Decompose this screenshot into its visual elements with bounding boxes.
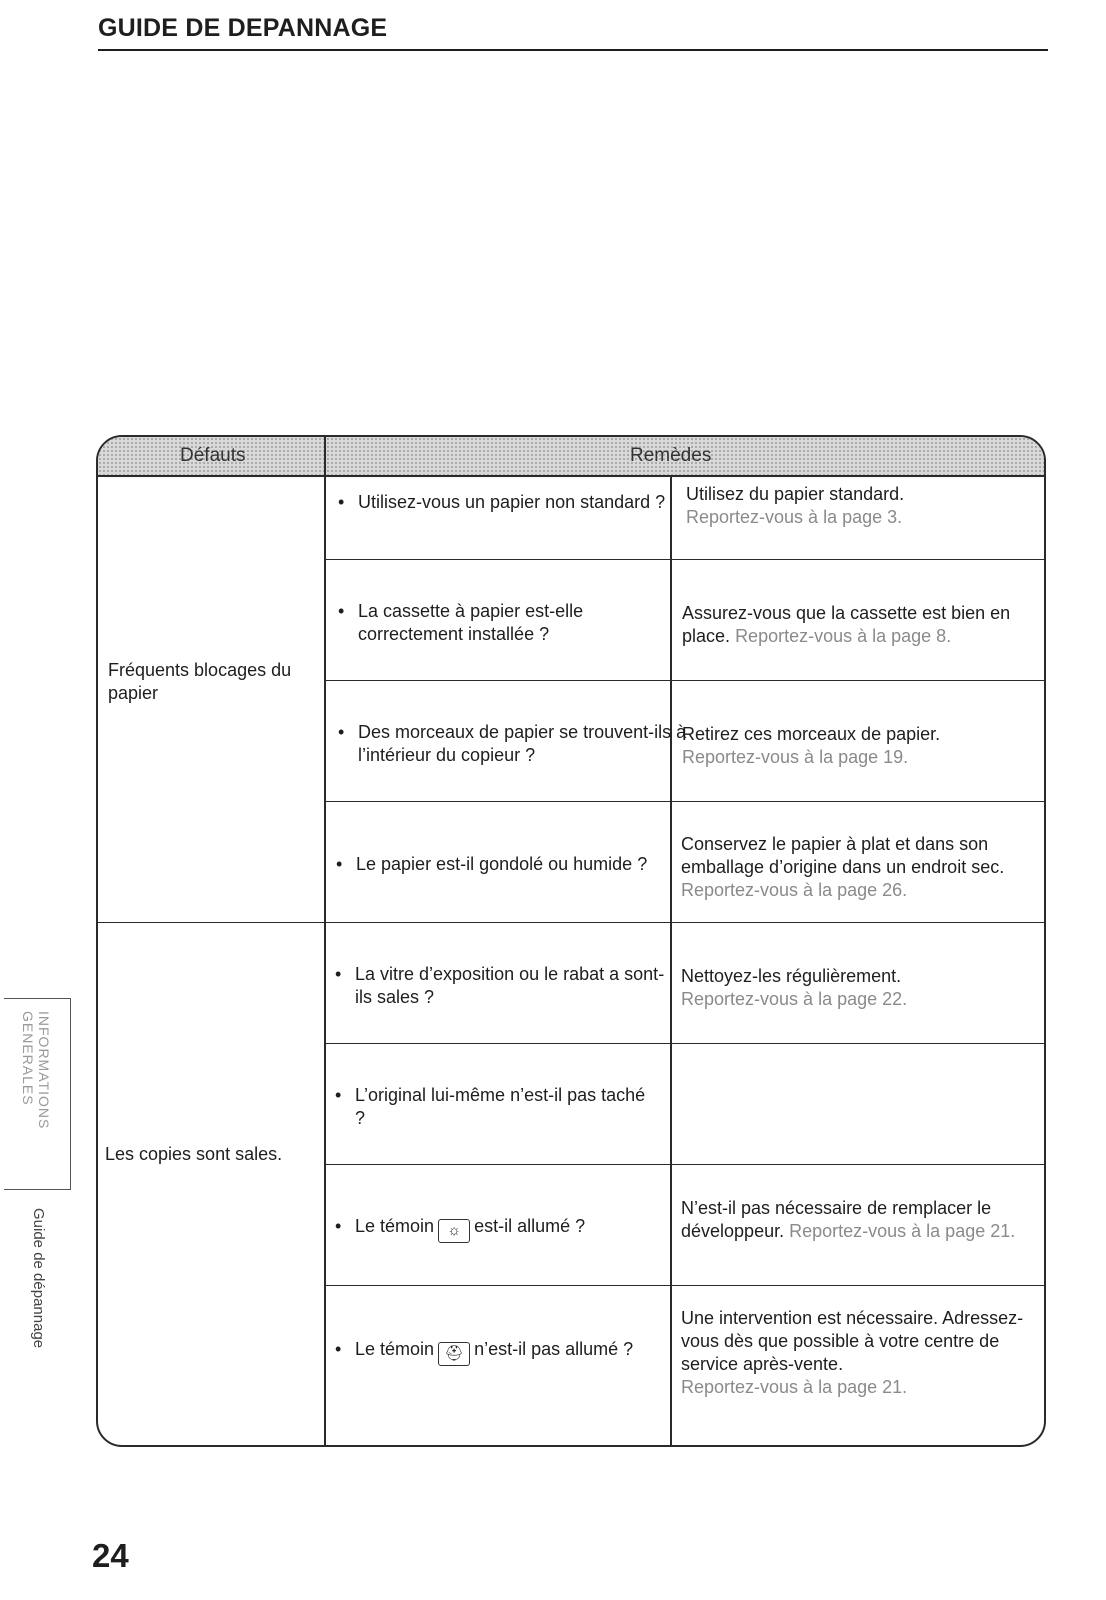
- row-divider: [324, 1043, 1046, 1044]
- bullet: •: [335, 964, 342, 984]
- bullet: •: [338, 492, 345, 512]
- side-tab-section: [4, 998, 71, 1190]
- troubleshooting-table: [96, 435, 1046, 1447]
- row-divider: [324, 1285, 1046, 1286]
- question-cell: [338, 491, 678, 514]
- remedy-cell: [681, 1197, 1026, 1243]
- reference-text: Reportez-vous à la page 8.: [735, 626, 952, 646]
- bullet: •: [335, 1085, 342, 1105]
- side-tab-label-area: [4, 1198, 70, 1368]
- column-divider: [324, 437, 326, 1447]
- service-person-icon: ⛑: [438, 1342, 470, 1366]
- page-title: GUIDE DE DEPANNAGE: [98, 14, 388, 42]
- question-text-end: n’est-il pas allumé ?: [474, 1339, 634, 1359]
- defect-label: Les copies sont sales.: [105, 1144, 283, 1164]
- sun-icon: ☼: [438, 1219, 470, 1243]
- question-text-start: Le témoin: [355, 1216, 435, 1236]
- bullet: •: [336, 854, 343, 874]
- page-number: 24: [92, 1537, 129, 1574]
- bullet: •: [338, 722, 345, 742]
- remedy-text: Retirez ces morceaux de papier.: [682, 724, 941, 744]
- question-text-start: Le témoin: [355, 1339, 435, 1359]
- reference-text: Reportez-vous à la page 19.: [682, 747, 909, 767]
- reference-text: Reportez-vous à la page 26.: [681, 880, 908, 900]
- question-text: La vitre d’exposition ou le rabat a sont-ils sales ?: [355, 964, 665, 1007]
- reference-text: Reportez-vous à la page 22.: [681, 989, 908, 1009]
- bullet: •: [338, 601, 345, 621]
- side-tab-label: Guide de dépannage: [30, 1208, 47, 1349]
- defect-label: Fréquents blocages du papier: [108, 660, 292, 703]
- question-cell: [336, 853, 691, 876]
- remedy-text: Une intervention est nécessaire. Adressez-vous dès que possible à votre centre de service après-vente.: [681, 1308, 1024, 1374]
- question-text-end: est-il allumé ?: [474, 1216, 586, 1236]
- question-text: Le papier est-il gondolé ou humide ?: [356, 854, 648, 874]
- question-text: La cassette à papier est-elle correctement installée ?: [358, 601, 584, 644]
- bullet: •: [335, 1339, 342, 1359]
- remedy-cell: [682, 723, 1027, 769]
- question-cell: [335, 1338, 690, 1366]
- bullet: •: [335, 1216, 342, 1236]
- question-text: Utilisez-vous un papier non standard ?: [358, 492, 666, 512]
- question-cell: [335, 1215, 685, 1243]
- remedy-text: N’est-il pas nécessaire de remplacer le développeur.: [681, 1198, 992, 1241]
- row-divider: [98, 922, 1046, 923]
- table-header: [98, 437, 1044, 477]
- title-rule: [98, 49, 1048, 51]
- reference-text: Reportez-vous à la page 3.: [686, 507, 903, 527]
- question-cell: [335, 1084, 655, 1130]
- remedy-cell: [682, 602, 1032, 648]
- row-divider: [324, 1164, 1046, 1165]
- row-divider: [324, 801, 1046, 802]
- header-defects: Défauts: [180, 445, 246, 466]
- remedy-text: Utilisez du papier standard.: [686, 484, 905, 504]
- question-cell: [335, 963, 680, 1009]
- question-text: Des morceaux de papier se trouvent-ils à l’intérieur du copieur ?: [358, 722, 687, 765]
- question-text: L’original lui-même n’est-il pas taché ?: [355, 1085, 646, 1128]
- question-cell: [338, 600, 678, 646]
- header-remedies: Remèdes: [630, 445, 712, 466]
- row-divider: [324, 680, 1046, 681]
- row-divider: [324, 559, 1046, 560]
- remedy-cell: [681, 1307, 1026, 1399]
- remedy-text: Nettoyez-les régulièrement.: [681, 966, 902, 986]
- reference-text: Reportez-vous à la page 21.: [681, 1377, 908, 1397]
- reference-text: Reportez-vous à la page 21.: [789, 1221, 1016, 1241]
- remedy-cell: [681, 833, 1031, 902]
- remedy-cell: [686, 483, 1031, 529]
- remedy-text: Assurez-vous que la cassette est bien en place.: [682, 603, 1011, 646]
- remedy-cell: [681, 965, 1026, 1011]
- question-cell: [338, 721, 688, 767]
- side-section-label: INFORMATIONS GENERALES: [20, 1011, 52, 1130]
- remedy-text: Conservez le papier à plat et dans son emballage d’origine dans un endroit sec.: [681, 834, 1005, 877]
